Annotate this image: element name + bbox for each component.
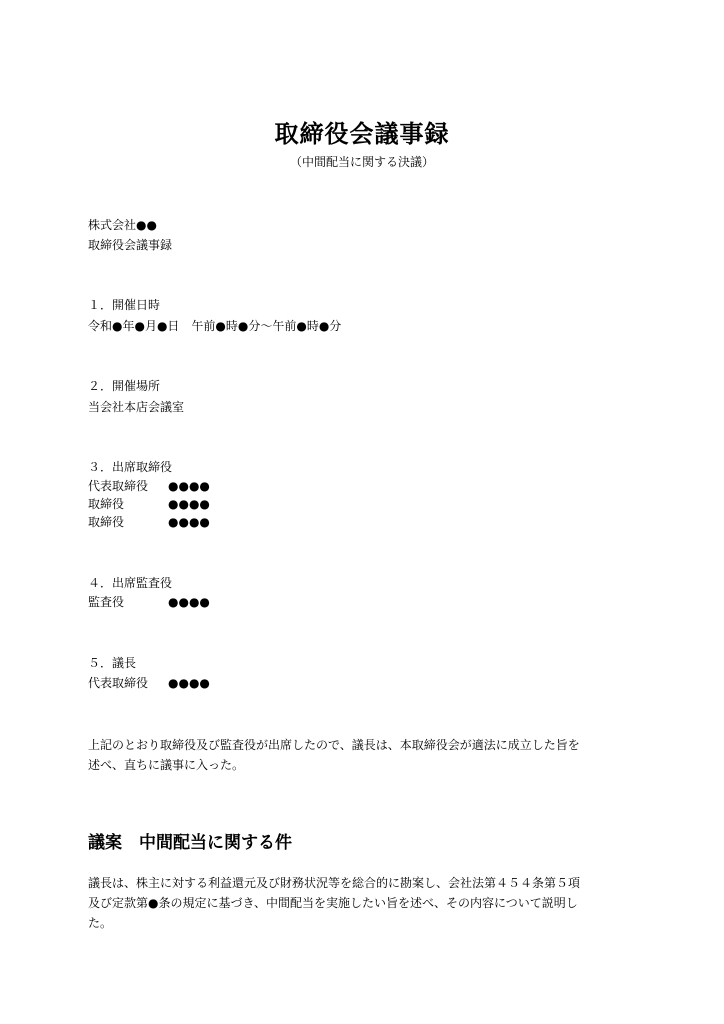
document-title: 取締役会議事録 [274,120,450,148]
director-row [88,495,210,513]
document-subtitle: （中間配当に関する決議） [289,155,434,169]
section-auditors-heading: ４．出席監査役 [88,576,173,590]
section-place-heading: ２．開催場所 [88,379,161,393]
auditor-role: 監査役 [88,595,125,609]
opening-statement-line: 上記のとおり取締役及び監査役が出席したので、議長は、本取締役会が適法に成立した旨を [88,738,580,752]
section-datetime-value: 令和●年●月●日 午前●時●分～午前●時●分 [88,319,342,333]
chair-row [88,674,210,692]
director-role: 取締役 [88,515,125,529]
section-datetime-heading: １．開催日時 [88,298,161,312]
agenda-heading: 議案 中間配当に関する件 [88,833,292,853]
director-role: 代表取締役 [88,479,149,493]
agenda-body-line: 及び定款第●条の規定に基づき、中間配当を実施したい旨を述べ、その内容について説明し [88,896,578,910]
section-place-value: 当会社本店会議室 [88,400,185,414]
opening-statement-line: 述べ、直ちに議事に入った。 [88,758,245,772]
director-row [88,477,210,495]
auditor-row [88,593,210,611]
director-role: 取締役 [88,497,125,511]
auditor-name: ●●●● [168,595,210,609]
director-name: ●●●● [168,497,210,511]
director-row [88,513,210,531]
agenda-body-line: 議長は、株主に対する利益還元及び財務状況等を総合的に勘案し、会社法第４５４条第５項 [88,876,581,890]
chair-name: ●●●● [168,676,210,690]
section-directors-heading: ３．出席取締役 [88,460,173,474]
section-chair-heading: ５．議長 [88,656,137,670]
agenda-body-line: た。 [88,916,113,930]
opening-statement [88,735,644,775]
director-name: ●●●● [168,515,210,529]
director-name: ●●●● [168,479,210,493]
document-name: 取締役会議事録 [88,238,173,252]
company-name: 株式会社●● [88,218,157,232]
agenda-body [88,873,644,933]
chair-role: 代表取締役 [88,676,149,690]
